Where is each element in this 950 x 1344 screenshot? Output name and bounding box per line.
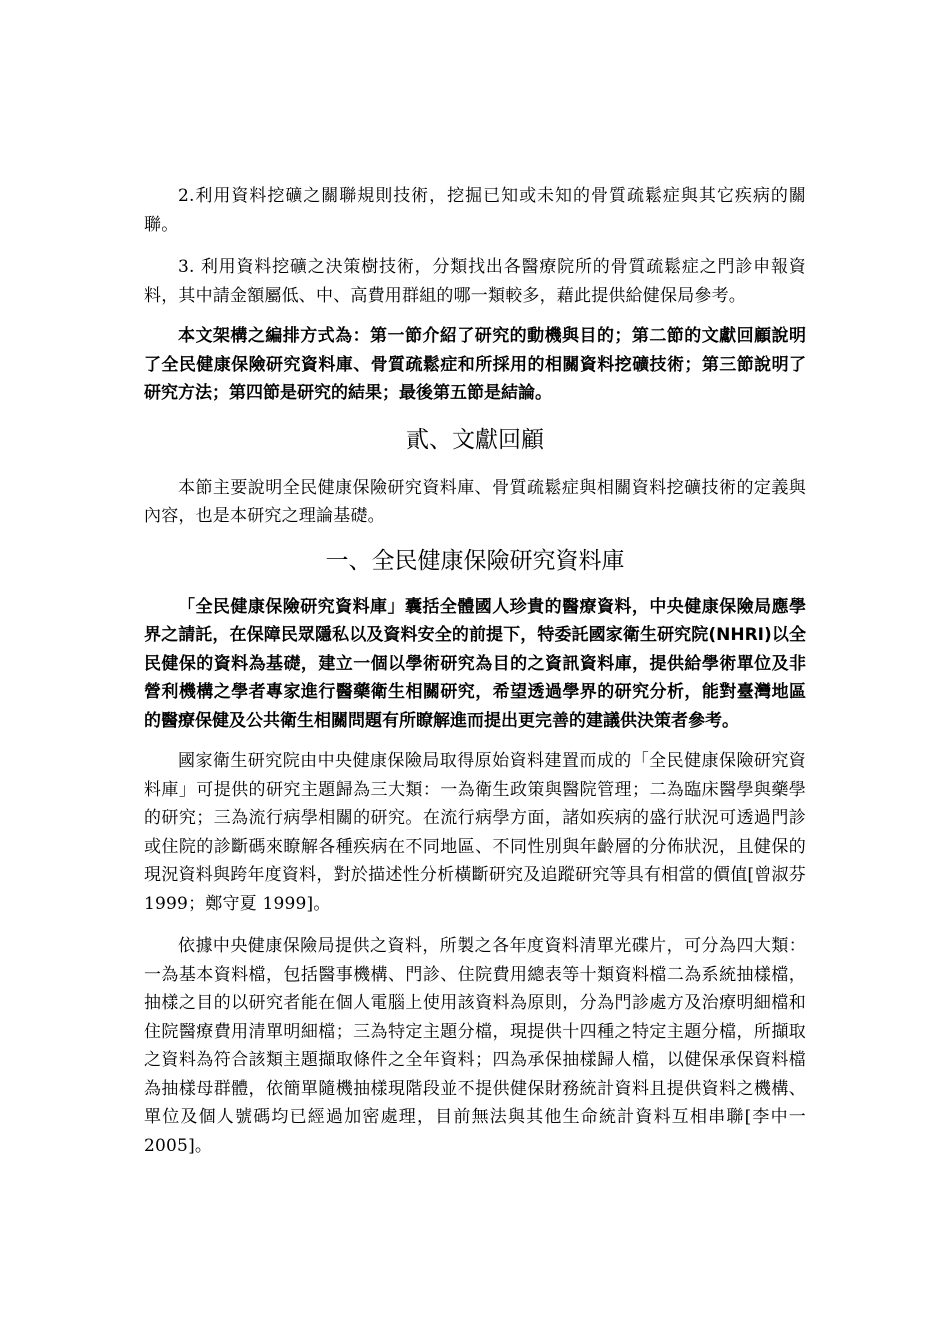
objective-2-paragraph: 2.利用資料挖礦之關聯規則技術，挖掘已知或未知的骨質疏鬆症與其它疾病的關聯。 bbox=[144, 186, 806, 235]
objective-3-paragraph: 3. 利用資料挖礦之決策樹技術，分類找出各醫療院所的骨質疏鬆症之門診申報資料，其中請金額屬低、中、高費用群組的哪一類較多，藉此提供給健保局參考。 bbox=[144, 257, 806, 306]
section-heading-literature-review: 貳、文獻回顧 bbox=[406, 426, 544, 453]
subsection-heading-nhi-database: 一、全民健康保險研究資料庫 bbox=[325, 547, 625, 574]
document-page bbox=[144, 182, 806, 1174]
nhi-research-topics-paragraph: 國家衛生研究院由中央健康保險局取得原始資料建置而成的「全民健康保險研究資料庫」可提供的研究主題歸為三大類：一為衛生政策與醫院管理；二為臨床醫學與藥學的研究；三為流行病學相關的研究。在流行病學方面，諸如疾病的盛行狀況可透過門診或住院的診斷碼來瞭解各種疾病在不同地區、不同性別與年齡層的分佈狀況，且健保的現況資料與跨年度資料，對於描述性分析橫斷研究及追蹤研究等具有相當的價值[曾淑芬 1999；鄭守夏 1999]。 bbox=[144, 751, 806, 914]
nhi-database-description-paragraph: 「全民健康保險研究資料庫」囊括全體國人珍貴的醫療資料，中央健康保險局應學界之請託，在保障民眾隱私以及資料安全的前提下，特委託國家衛生研究院(NHRI)以全民健保的資料為基礎，建立一個以學術研究為目的之資訊資料庫，提供給學術單位及非營利機構之學者專家進行醫藥衛生相關研究，希望透過學界的研究分析，能對臺灣地區的醫療保健及公共衛生相關問題有所瞭解進而提出更完善的建議供決策者參考。 bbox=[144, 596, 806, 731]
nhi-data-files-paragraph: 依據中央健康保險局提供之資料，所製之各年度資料清單光碟片，可分為四大類：一為基本資料檔，包括醫事機構、門診、住院費用總表等十類資料檔二為系統抽樣檔，抽樣之目的以研究者能在個人電腦上使用該資料為原則，分為門診處方及治療明細檔和住院醫療費用清單明細檔；三為特定主題分檔，現提供十四種之特定主題分檔，所擷取之資料為符合該類主題擷取條件之全年資料；四為承保抽樣歸人檔，以健保承保資料檔為抽樣母群體，依簡單隨機抽樣現階段並不提供健保財務統計資料且提供資料之機構、單位及個人號碼均已經過加密處理，目前無法與其他生命統計資料互相串聯[李中一 2005]。 bbox=[144, 936, 806, 1156]
section-intro-paragraph: 本節主要說明全民健康保險研究資料庫、骨質疏鬆症與相關資料挖礦技術的定義與內容，也是本研究之理論基礎。 bbox=[144, 477, 806, 526]
paper-structure-paragraph: 本文架構之編排方式為：第一節介紹了研究的動機與目的；第二節的文獻回顧說明了全民健康保險研究資料庫、骨質疏鬆症和所採用的相關資料挖礦技術；第三節說明了研究方法；第四節是研究的結果；最後第五節是結論。 bbox=[144, 326, 806, 403]
